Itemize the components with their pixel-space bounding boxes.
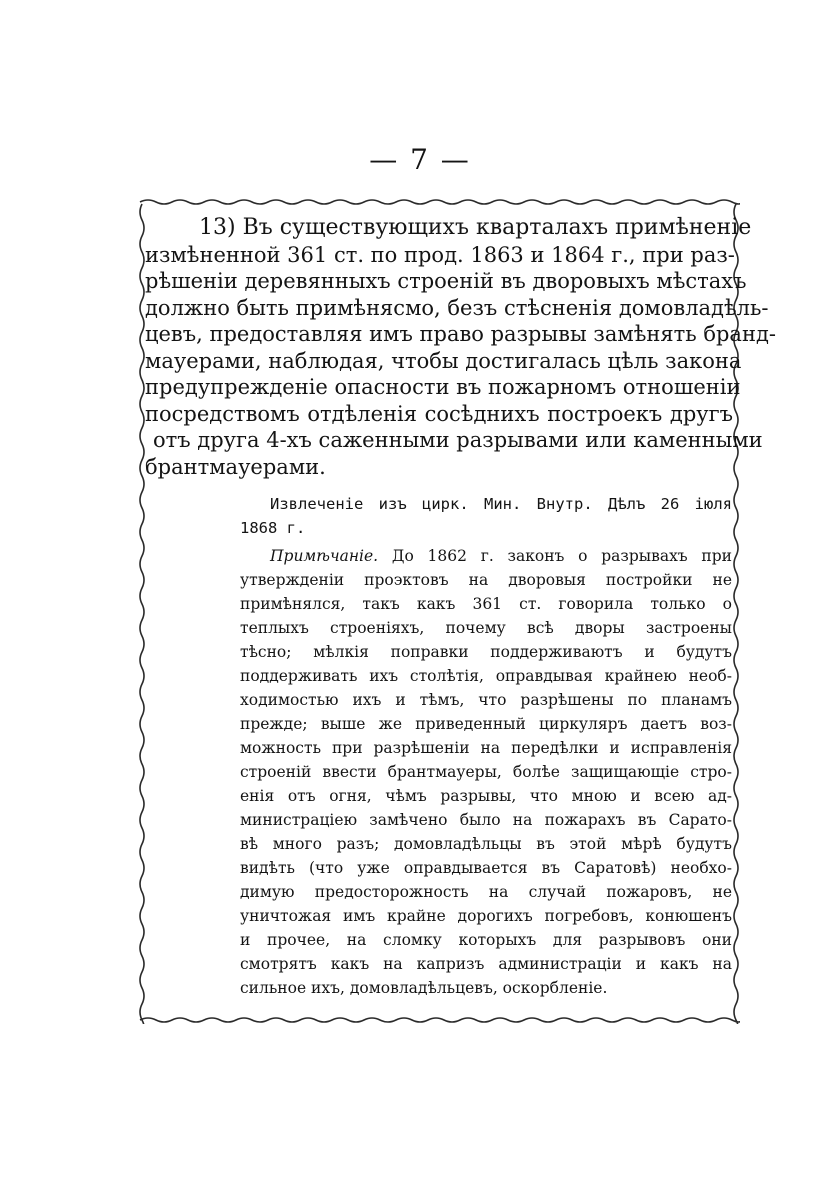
main-line: 13) Въ существующихъ кварталахъ примѣненіе [199, 215, 752, 240]
main-line: брантмауерами. [145, 454, 326, 479]
source-line: Извлеченіе изъ цирк. Мин. Внутр. Дѣлъ 26 іюля [270, 495, 732, 513]
main-line: посредствомъ отдѣленія сосѣднихъ построекъ другъ [145, 401, 733, 426]
note-line: ходимостью ихъ и тѣмъ, что разрѣшены по планамъ [240, 691, 732, 709]
note-line: министраціею замѣчено было на пожарахъ въ Сарато- [240, 811, 732, 829]
note-line: строеній ввести брантмауеры, болѣе защищающіе стро- [240, 763, 732, 781]
main-line: рѣшеніи деревянныхъ строеній въ дворовыхъ мѣстахъ [145, 269, 747, 293]
note-line: и прочее, на сломку которыхъ для разрывовъ они [240, 931, 732, 949]
main-line: отъ друга 4-хъ саженными разрывами или каменными [153, 428, 763, 452]
note-line: тѣсно; мѣлкія поправки поддерживаютъ и будутъ [240, 643, 732, 661]
note-line: поддерживать ихъ столѣтія, оправдывая крайнею необ- [240, 667, 732, 685]
note-line: вѣ много разъ; домовладѣльцы въ этой мѣрѣ будутъ [240, 835, 732, 853]
note-line: теплыхъ строеніяхъ, почему всѣ дворы застроены [240, 619, 732, 637]
note-first-text: До 1862 г. законъ о разрывахъ при [391, 547, 732, 565]
note-line: утвержденіи проэктовъ на дворовыя постройки не [240, 571, 732, 589]
note-title: Примѣчаніе. [270, 547, 379, 565]
main-line: цевъ, предоставляя имъ право разрывы замѣнять бранд- [145, 322, 776, 346]
main-line: должно быть примѣнясмо, безъ стѣсненія домовладѣль- [145, 295, 769, 320]
note-line: енія отъ огня, чѣмъ разрывы, что мною и всею ад- [240, 787, 732, 805]
note-line: уничтожая имъ крайне дорогихъ погребовъ, конюшенъ [240, 907, 732, 925]
page-number: — 7 — [369, 143, 471, 176]
note-line: сильное ихъ, домовладѣльцевъ, оскорбленіе. [240, 979, 608, 997]
note-line [240, 544, 732, 568]
main-paragraph [145, 215, 776, 480]
main-line: мауерами, наблюдая, чтобы достигалась цѣль закона [145, 348, 742, 373]
source-citation [240, 492, 732, 540]
note-line: прежде; выше же приведенный циркуляръ даетъ воз- [240, 715, 732, 733]
main-line: предупрежденіе опасности въ пожарномъ отношеніи [145, 375, 741, 399]
note-line: смотрятъ какъ на капризъ администраціи и какъ на [240, 955, 732, 973]
note-line: видѣть (что уже оправдывается въ Саратовѣ) необхо- [240, 859, 732, 877]
main-line: измѣненной 361 ст. по прод. 1863 и 1864 г., при раз- [145, 242, 735, 267]
source-line: 1868 г. [240, 519, 306, 537]
note-line: можность при разрѣшеніи на передѣлки и исправленія [240, 739, 732, 757]
footnote [240, 544, 732, 1000]
note-line: димую предосторожность на случай пожаровъ, не [240, 883, 732, 901]
note-line: примѣнялся, такъ какъ 361 ст. говорила только о [240, 595, 732, 613]
